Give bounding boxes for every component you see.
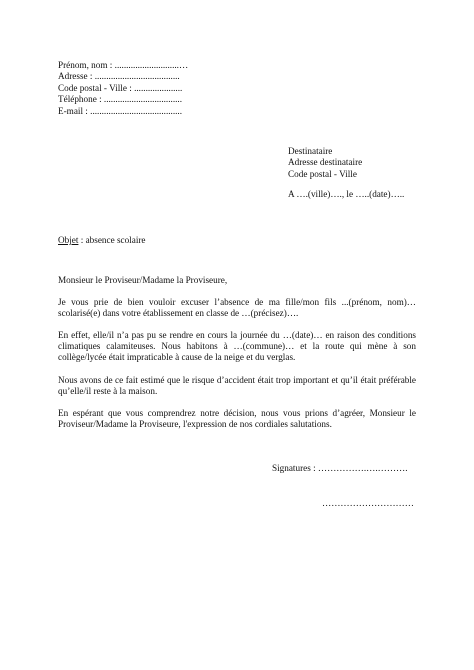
paragraph-2: En effet, elle/il n’a pas pu se rendre en cours la journée du …(date)… en raison des conditions climatiques calamiteuses. Nous habitons à …(commune)… et la route qui mène à son collège/lycée était impraticable à cause de la neige et du verglas. <box>58 330 416 363</box>
recipient-name: Destinataire <box>288 146 333 156</box>
paragraph-3: Nous avons de ce fait estimé que le risque d’accident était trop important et qu’il était préférable qu’elle/il reste à la maison. <box>58 375 416 397</box>
subject-text: : absence scolaire <box>78 235 146 245</box>
sender-postal-city-line: Code postal - Ville : ..................... <box>58 82 183 93</box>
paragraph-4: En espérant que vous comprendrez notre décision, nous vous prions d’agréer, Monsieur le Proviseur/Madame la Proviseure, l'expression de nos cordiales salutations. <box>58 408 416 430</box>
place-date-line: A ….(ville)…., le …..(date)….. <box>288 189 405 199</box>
sender-email-line: E-mail : ........................................ <box>58 105 183 116</box>
recipient-postal-city: Code postal - Ville <box>288 168 357 179</box>
recipient-block <box>288 146 362 180</box>
signatures-line: Signatures : …………….….………. <box>272 463 408 473</box>
paragraph-1: Je vous prie de bien vouloir excuser l’absence de ma fille/mon fils ...(prénom, nom)… scolarisé(e) dans votre établissement en classe de …(précisez)…. <box>58 297 416 319</box>
greeting: Monsieur le Proviseur/Madame la Proviseure, <box>58 275 228 285</box>
sender-block <box>58 60 188 117</box>
sender-phone-line: Téléphone : .................................. <box>58 94 183 105</box>
subject-label: Objet <box>58 235 79 245</box>
sender-address-line: Adresse : ..................................... <box>58 71 180 82</box>
signature-second-line: ………………………… <box>322 498 414 508</box>
sender-name-line: Prénom, nom : ............................… <box>58 60 189 70</box>
subject-line <box>58 235 146 245</box>
recipient-address: Adresse destinataire <box>288 157 363 168</box>
